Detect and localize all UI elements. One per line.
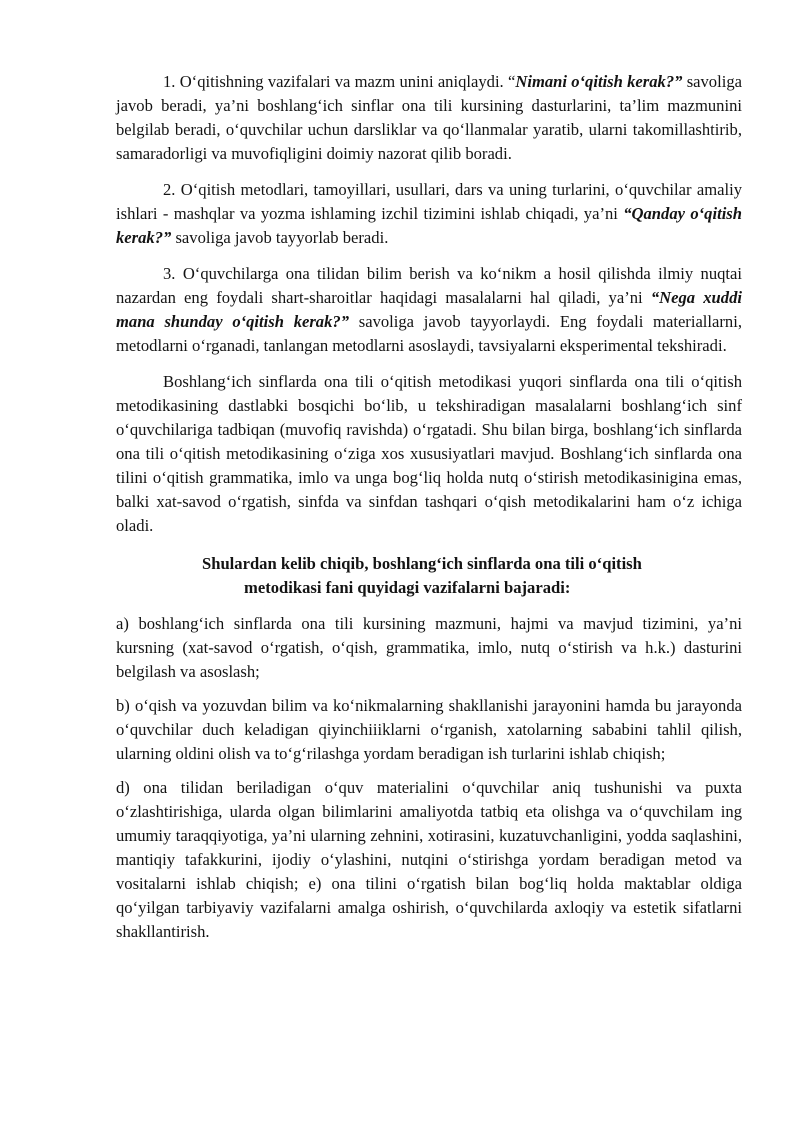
paragraph-3-emphasis: “Nega xuddi mana shunday oʻqitish kerak?” bbox=[116, 288, 742, 331]
list-item-d: d) ona tilidan beriladigan oʻquv materialini oʻquvchilar aniq tushunishi va puxta oʻzlashtirishiga, ularda olgan bilimlarini amaliyotda tatbiq eta olishga va oʻquvchilam ing umumiy taraqqiyotiga, ya’ni ularning zehnini, xotirasini, kuzatuvchanligini, yodda saqlashini, mantiqiy tafakkurini, ijodiy oʻylashini, nutqini oʻstirishga yordam beradigan metod va vositalarni ishlab chiqish; e) ona tilini oʻrgatish bilan bogʻliq holda maktablar oldiga qoʻyilgan tarbiyaviy vazifalarni amalga oshirish, oʻquvchilarda axloqiy va estetik sifatlarni shakllantirish. bbox=[116, 778, 742, 941]
section-heading-line-2: metodikasi fani quyidagi vazifalarni bajaradi: bbox=[244, 578, 571, 597]
list-item-b: b) oʻqish va yozuvdan bilim va koʻnikmalarning shakllanishi jarayonini hamda bu jarayonda oʻquvchilar duch keladigan qiyinchiiiklarni oʻrganish, xatolarning sababini tahlil qilish, ularning oldini olish va toʻgʻrilashga yordam beradigan ish turlarini ishlab chiqish; bbox=[116, 696, 742, 763]
list-item-a: a) boshlangʻich sinflarda ona tili kursining mazmuni, hajmi va mavjud tizimini, ya’ni kursning (xat-savod oʻrgatish, oʻqish, grammatika, imlo, nutq oʻstirish va h.k.) dasturini belgilash va asoslash; bbox=[116, 614, 742, 681]
task-list bbox=[116, 612, 742, 944]
paragraph-2-text-end: savoliga javob tayyorlab beradi. bbox=[171, 228, 389, 247]
paragraph-1-emphasis: Nimani oʻqitish kerak?” bbox=[515, 72, 683, 91]
paragraph-1-text-end: savoliga javob beradi, ya’ni boshlangʻich sinflar ona tili kursining dasturlarini, ta’lim mazmunini belgilab beradi, oʻquvchilar uchun darsliklar va qoʻllanmalar yaratib, ularni takomillashtirib, samaradorligi va muvofiqligini doimiy nazorat qilib boradi. bbox=[116, 72, 742, 163]
paragraph-1-text: 1. Oʻqitishning vazifalari va mazm unini aniqlaydi. “ bbox=[163, 72, 516, 91]
paragraph-1 bbox=[116, 70, 742, 166]
paragraph-2-emphasis: “Qanday oʻqitish kerak?” bbox=[116, 204, 742, 247]
paragraph-3-text-end: savoliga javob tayyorlaydi. Eng foydali materiallarni, metodlarni oʻrganadi, tanlangan metodlarni asoslaydi, tavsiyalarni eksperimental tekshiradi. bbox=[116, 312, 742, 355]
paragraph-2 bbox=[116, 178, 742, 250]
paragraph-3 bbox=[116, 262, 742, 358]
paragraph-3-text: 3. Oʻquvchilarga ona tilidan bilim berish va koʻnikm a hosil qilishda ilmiy nuqtai nazardan eng foydali shart-sharoitlar haqidagi masalalarni hal qiladi, ya’ni bbox=[116, 264, 742, 307]
paragraph-2-text: 2. Oʻqitish metodlari, tamoyillari, usullari, dars va uning turlarini, oʻquvchilar amaliy ishlari - mashqlar va yozma ishlaming izchil tizimini ishlab chiqadi, ya’ni bbox=[116, 180, 742, 223]
paragraph-4 bbox=[116, 370, 742, 538]
section-heading-line-1: Shulardan kelib chiqib, boshlangʻich sinflarda ona tili oʻqitish bbox=[202, 554, 642, 573]
section-heading bbox=[116, 552, 742, 600]
paragraph-4-text: Boshlangʻich sinflarda ona tili oʻqitish metodikasi yuqori sinflarda ona tili oʻqitish metodikasining dastlabki bosqichi boʻlib, u tekshiradigan masalalarni boshlangʻich sinf oʻquvchilariga tadbiqan (muvofiq ravishda) oʻrgatadi. Shu bilan birga, boshlangʻich sinflarda ona tili oʻqitish metodikasining oʻziga xos xususiyatlari mavjud. Boshlangʻich sinflarda ona tilini oʻqitish grammatika, imlo va unga bogʻliq holda nutq oʻstirish metodikasinigina emas, balki xat-savod oʻrgatish, sinfda va sinfdan tashqari oʻqish metodikalarini ham oʻz ichiga oladi. bbox=[116, 372, 742, 535]
